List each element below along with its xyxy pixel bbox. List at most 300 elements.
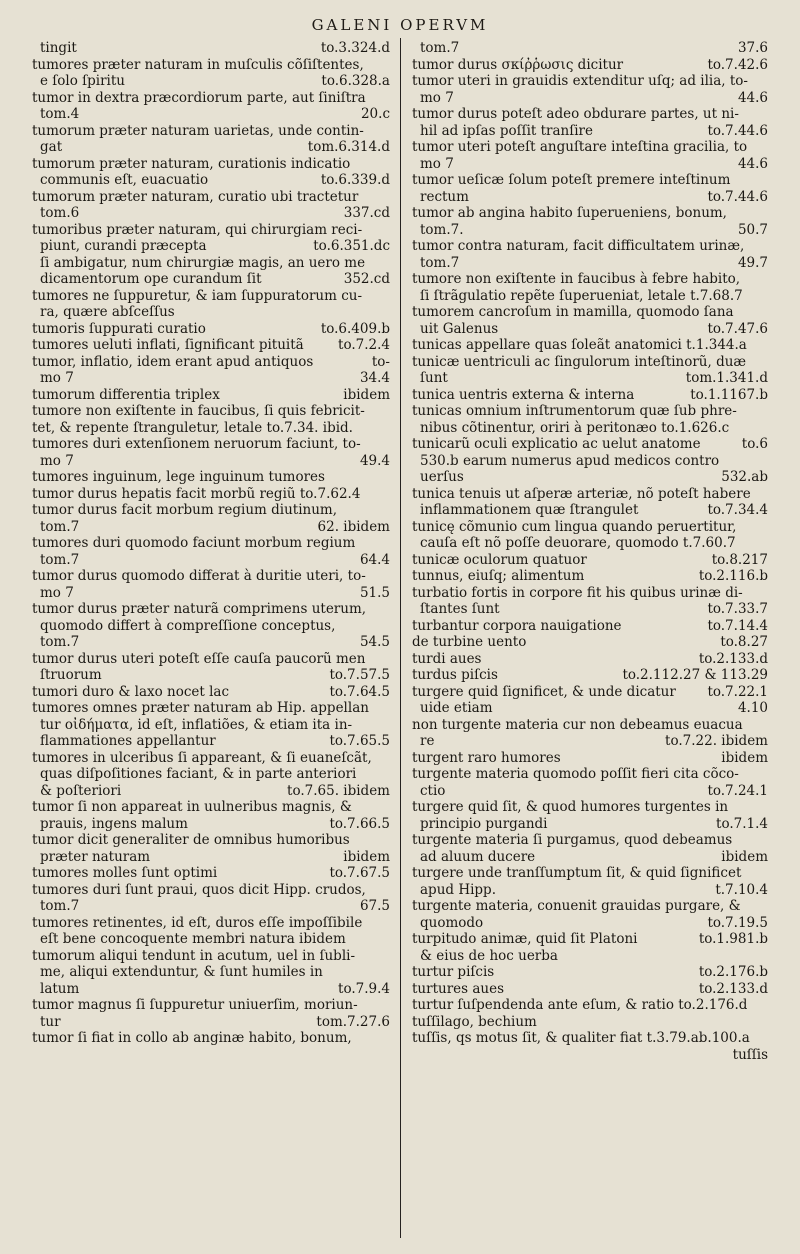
entry-text: tunicas appellare quas ſoleãt anatomici t.1.344.a	[412, 337, 747, 353]
entry-reference: 67.5	[359, 898, 390, 914]
index-entry-line	[412, 849, 768, 866]
entry-text: apud Hipp.	[420, 881, 496, 898]
entry-text: tom.7	[40, 551, 80, 568]
entry-reference: to.7.65.5	[329, 733, 390, 749]
entry-text: turtur ſuſpendenda ante eſum, & ratio to.2.176.d	[412, 997, 748, 1013]
entry-reference: to.2.133.d	[698, 980, 768, 997]
entry-text: tumor in dextra præcordiorum parte, aut ſiniſtra	[32, 89, 366, 106]
entry-reference: to.2.133.d	[698, 650, 768, 667]
index-entry-line	[412, 139, 768, 156]
index-entry-line	[32, 898, 390, 915]
index-entry-line	[412, 403, 768, 420]
entry-reference: to.1.1167.b	[690, 386, 768, 403]
index-entry-line	[412, 486, 768, 503]
index-entry-line	[412, 304, 768, 321]
index-entry-line	[32, 865, 390, 882]
index-entry-line	[412, 1014, 768, 1031]
entry-text: tumor dicit generaliter de omnibus humoribus	[32, 832, 350, 848]
index-entry-line	[32, 783, 390, 800]
entry-reference: 64.4	[359, 551, 390, 568]
index-entry-line	[32, 304, 390, 321]
entry-text: & poſteriori	[40, 782, 122, 799]
index-entry-line	[32, 453, 390, 470]
entry-reference: to.2.116.b	[698, 568, 768, 584]
entry-reference: 62. ibidem	[317, 518, 390, 535]
entry-text: eſt bene concoquente membri natura ibidem	[40, 931, 346, 947]
index-entry-line	[32, 997, 390, 1014]
entry-reference: tom.1.341.d	[685, 370, 768, 386]
entry-text: turbatio fortis in corpore fit his quibus urinæ di-	[412, 584, 743, 601]
index-entry-line	[32, 651, 390, 668]
entry-text: tumorum aliqui tendunt in acutum, uel in ſubli-	[32, 947, 356, 964]
index-entry-line	[412, 106, 768, 123]
entry-text: turgent raro humores	[412, 749, 561, 766]
entry-text: tom.7	[40, 518, 80, 535]
index-entry-line	[32, 519, 390, 536]
entry-text: tumor ſi fiat in collo ab anginæ habito, bonum,	[32, 1030, 352, 1046]
index-entry-line	[412, 997, 768, 1014]
index-entry-line	[412, 156, 768, 173]
index-entry-line	[412, 948, 768, 965]
entry-text: tumores retinentes, id eſt, duros eſſe impoſſibile	[32, 914, 363, 931]
entry-text: mo 7	[40, 370, 74, 386]
entry-text: turtur piſcis	[412, 964, 495, 980]
index-entry-line	[412, 733, 768, 750]
index-entry-line	[32, 915, 390, 932]
entry-text: dicamentorum ope curandum ſit	[40, 271, 262, 287]
entry-reference: 50.7	[737, 221, 768, 238]
entry-reference: tom.6.314.d	[307, 139, 390, 155]
index-entry-line	[412, 601, 768, 618]
index-entry-line	[412, 700, 768, 717]
index-entry-line	[412, 552, 768, 569]
entry-reference: to.7.57.5	[329, 667, 390, 683]
entry-text: tumor ueſicæ ſolum poteſt premere inteſtinum	[412, 172, 731, 188]
entry-text: turdus piſcis	[412, 667, 498, 683]
entry-text: tumorum præter naturam uarietas, unde contin-	[32, 122, 364, 139]
entry-text: re	[420, 733, 435, 749]
index-entry-line	[412, 73, 768, 90]
entry-reference: ibidem	[721, 749, 768, 766]
index-entry-line	[32, 238, 390, 255]
running-header: GALENI OPERVM	[311, 16, 489, 34]
entry-reference: to.7.14.4	[707, 617, 768, 634]
entry-reference: to.1.981.b	[698, 931, 768, 947]
entry-text: ſtruorum	[40, 667, 102, 683]
entry-text: ſunt	[420, 370, 448, 386]
entry-text: mo 7	[40, 452, 74, 469]
entry-text: gat	[40, 139, 63, 155]
index-entry-line	[32, 618, 390, 635]
index-entry-line	[32, 271, 390, 288]
entry-text: tumor durus σκίῤῥωσις dicitur	[412, 56, 624, 73]
entry-reference: tom.7.27.6	[316, 1013, 390, 1030]
entry-reference: to.8.217	[711, 551, 768, 568]
entry-text: turtures aues	[412, 980, 505, 997]
entry-reference: 532.ab	[721, 469, 768, 485]
entry-text: tumor durus hepatis facit morbũ regiũ to.7.62.4	[32, 485, 361, 502]
entry-reference: to.3.324.d	[320, 40, 390, 56]
entry-text: turpitudo animæ, quid ſit Platoni	[412, 931, 638, 947]
entry-reference: to.7.24.1	[707, 782, 768, 799]
index-entry-line	[32, 156, 390, 173]
entry-text: tumoris ſuppurati curatio	[32, 320, 206, 337]
index-entry-line	[32, 568, 390, 585]
entry-text: tumor durus quomodo differat à duritie uteri, to-	[32, 568, 366, 584]
entry-text: tumorum præter naturam, curatio ubi tractetur	[32, 188, 359, 205]
entry-text: mo 7	[420, 155, 454, 172]
index-entry-line	[32, 981, 390, 998]
entry-reference: to.7.44.6	[707, 122, 768, 139]
index-entry-line	[32, 189, 390, 206]
entry-reference: ibidem	[343, 386, 390, 403]
entry-text: piunt, curandi præcepta	[40, 238, 207, 254]
index-entry-line	[32, 931, 390, 948]
entry-text: quas diſpoſitiones faciant, & in parte anteriori	[40, 766, 357, 782]
entry-text: tumor uteri poteſt anguſtare inteſtina gracilia, to	[412, 139, 748, 155]
entry-text: rectum	[420, 188, 469, 205]
index-entry-line	[32, 354, 390, 371]
index-entry-line	[412, 57, 768, 74]
index-entry-line	[412, 205, 768, 222]
index-entry-line	[32, 106, 390, 123]
index-column-left	[32, 40, 390, 1047]
index-entry-line	[32, 552, 390, 569]
entry-reference: to.6	[741, 436, 768, 452]
index-entry-line	[412, 568, 768, 585]
entry-text: tumor contra naturam, facit difficultatem urinæ,	[412, 238, 745, 254]
entry-text: tumores ueluti inflati, ſignificant pituitã	[32, 337, 304, 353]
index-entry-line	[412, 238, 768, 255]
entry-text: tumores duri ſunt praui, quos dicit Hipp. crudos,	[32, 881, 366, 898]
index-entry-line	[412, 964, 768, 981]
entry-reference: 352.cd	[343, 271, 390, 287]
entry-reference: 337.cd	[343, 205, 390, 221]
entry-text: tumor durus præter naturã comprimens uterum,	[32, 601, 367, 617]
entry-text: tumor uteri in grauidis extenditur uſq; ad ilia, to-	[412, 73, 748, 89]
entry-text: tuſſis, qs motus ſit, & qualiter fiat t.3.79.ab.100.a	[412, 1030, 750, 1046]
index-entry-line	[32, 964, 390, 981]
entry-reference: to.6.339.d	[320, 172, 390, 188]
entry-text: tom.7	[420, 40, 460, 56]
index-entry-line	[412, 90, 768, 107]
entry-text: tom.7	[420, 254, 460, 271]
index-entry-line	[412, 865, 768, 882]
entry-text: & eius de hoc uerba	[420, 947, 558, 964]
entry-text: turgente materia quomodo poſſit fieri cita cõco-	[412, 766, 739, 782]
entry-text: tumoribus præter naturam, qui chirurgiam reci-	[32, 221, 363, 238]
entry-text: tunica uentris externa & interna	[412, 386, 635, 403]
entry-text: non turgente materia cur non debeamus euacua	[412, 716, 743, 733]
entry-text: turgente materia ſi purgamus, quod debeamus	[412, 832, 733, 848]
index-entry-line	[32, 57, 390, 74]
index-entry-line	[32, 799, 390, 816]
index-entry-line	[32, 1030, 390, 1047]
entry-reference: 20.c	[360, 106, 390, 122]
index-entry-line	[32, 502, 390, 519]
entry-reference: 37.6	[737, 40, 768, 56]
entry-reference: to.6.351.dc	[313, 238, 390, 254]
entry-text: tunicæ uentriculi ac ſingulorum inteſtinorũ, duæ	[412, 353, 747, 370]
entry-text: turgere quid ſit, & quod humores turgentes in	[412, 799, 729, 815]
entry-reference: to.6.328.a	[321, 73, 390, 89]
entry-text: tumores ne ſuppuretur, & iam ſuppuratorum cu-	[32, 287, 363, 304]
index-entry-line	[32, 667, 390, 684]
index-entry-line	[32, 634, 390, 651]
entry-text: nibus cõtinentur, oriri à peritonæo to.1.626.c	[420, 419, 730, 436]
index-entry-line	[412, 354, 768, 371]
entry-text: tunicæ oculorum quatuor	[412, 551, 587, 568]
index-entry-line	[412, 717, 768, 734]
entry-text: tur οἰδήματα, id eſt, inflatiões, & etiam ita in-	[40, 716, 353, 733]
index-entry-line	[412, 337, 768, 354]
entry-reference: to.7.9.4	[338, 980, 390, 997]
entry-reference: to.7.22.1	[707, 683, 768, 700]
entry-text: ad aluum ducere	[420, 848, 536, 865]
index-entry-line	[32, 420, 390, 437]
index-entry-line	[32, 700, 390, 717]
entry-text: hil ad ipſas poſſit tranſire	[420, 122, 594, 139]
entry-reference: to.6.409.b	[320, 320, 390, 337]
entry-reference: to.8.27	[720, 634, 768, 650]
index-entry-line	[412, 783, 768, 800]
index-entry-line	[412, 288, 768, 305]
index-entry-line	[32, 90, 390, 107]
entry-text: turgere quid ſignificet, & unde dicatur	[412, 683, 676, 700]
entry-text: tumor durus poteſt adeo obdurare partes, ut ni-	[412, 106, 739, 122]
entry-reference: 34.4	[359, 370, 390, 386]
entry-text: tumores duri extenſionem neruorum faciunt, to-	[32, 436, 361, 452]
index-entry-line	[32, 222, 390, 239]
index-entry-line	[412, 981, 768, 998]
entry-reference: to.7.1.4	[716, 815, 768, 832]
entry-reference: tuſſis	[732, 1046, 768, 1063]
index-entry-line	[412, 915, 768, 932]
entry-text: quomodo	[420, 914, 484, 931]
index-entry-line	[32, 288, 390, 305]
entry-text: ſi ſtrãgulatio repẽte ſuperueniat, letale t.7.68.7	[420, 287, 743, 304]
index-entry-line	[412, 585, 768, 602]
index-entry-line	[32, 535, 390, 552]
entry-text: latum	[40, 980, 80, 997]
entry-reference: to.7.67.5	[329, 865, 390, 881]
entry-text: tunnus, eiuſq; alimentum	[412, 568, 585, 584]
entry-text: prauis, ingens malum	[40, 815, 188, 832]
entry-text: ctio	[420, 782, 446, 799]
index-entry-line	[412, 321, 768, 338]
index-entry-line	[32, 684, 390, 701]
entry-reference: 49.7	[737, 254, 768, 271]
index-entry-line	[412, 667, 768, 684]
index-entry-line	[32, 205, 390, 222]
entry-reference: 44.6	[737, 89, 768, 106]
entry-text: inflammationem quæ ſtrangulet	[420, 502, 639, 518]
entry-text: tumores molles ſunt optimi	[32, 865, 218, 881]
index-entry-line	[32, 733, 390, 750]
index-column-right	[412, 40, 768, 1063]
index-entry-line	[32, 436, 390, 453]
index-entry-line	[32, 337, 390, 354]
entry-reference: 49.4	[359, 452, 390, 469]
entry-text: tom.7	[40, 898, 80, 914]
index-entry-line	[412, 189, 768, 206]
index-entry-line	[32, 469, 390, 486]
entry-text: me, aliqui extenduntur, & ſunt humiles in	[40, 964, 323, 980]
entry-text: de turbine uento	[412, 634, 527, 650]
entry-reference: to.7.42.6	[707, 56, 768, 73]
entry-reference: to.7.44.6	[707, 188, 768, 205]
index-entry-line	[32, 73, 390, 90]
index-entry-line	[412, 40, 768, 57]
entry-text: tunicę cõmunio cum lingua quando peruertitur,	[412, 518, 737, 535]
entry-text: ſi ambigatur, num chirurgiæ magis, an uero me	[40, 254, 366, 271]
entry-text: tur	[40, 1013, 61, 1030]
entry-text: tumores duri quomodo faciunt morbum regium	[32, 535, 356, 551]
index-entry-line	[32, 403, 390, 420]
entry-reference: to.7.19.5	[707, 914, 768, 931]
index-entry-line	[32, 849, 390, 866]
entry-text: communis eſt, euacuatio	[40, 172, 209, 188]
entry-text: 530.b earum numerus apud medicos contro	[420, 452, 720, 469]
entry-reference: to.7.66.5	[329, 815, 390, 832]
entry-text: turgere unde tranſſumptum ſit, & quid ſignificet	[412, 865, 742, 881]
index-entry-line	[412, 255, 768, 272]
column-divider	[400, 38, 401, 1238]
index-entry-line	[32, 321, 390, 338]
entry-reference: to.7.64.5	[329, 683, 390, 700]
index-entry-line	[412, 469, 768, 486]
index-entry-line	[412, 898, 768, 915]
entry-text: turdi aues	[412, 650, 482, 667]
entry-text: tumor magnus ſi ſuppuretur uniuerſim, moriun-	[32, 997, 358, 1013]
entry-text: ra, quære abſceſſus	[40, 304, 175, 320]
entry-text: principio purgandi	[420, 815, 548, 832]
entry-text: tom.7.	[420, 221, 464, 238]
index-entry-line	[412, 535, 768, 552]
index-entry-line	[412, 172, 768, 189]
index-entry-line	[32, 766, 390, 783]
entry-reference: to.2.112.27 & 113.29	[622, 667, 768, 683]
index-entry-line	[412, 502, 768, 519]
entry-reference: to.7.33.7	[707, 601, 768, 617]
index-entry-line	[412, 370, 768, 387]
entry-text: turbantur corpora nauigatione	[412, 617, 622, 634]
entry-text: e ſolo ſpiritu	[40, 73, 125, 89]
index-entry-line	[32, 123, 390, 140]
entry-text: tumore non exiſtente in faucibus, ſi quis febricit-	[32, 403, 365, 419]
entry-text: quomodo differt à compreſſione conceptus,	[40, 617, 336, 634]
index-entry-line	[412, 684, 768, 701]
index-entry-line	[412, 420, 768, 437]
entry-text: tumori duro & laxo nocet lac	[32, 683, 230, 700]
entry-text: tumor, inflatio, idem erant apud antiquos	[32, 353, 314, 370]
index-entry-line	[32, 40, 390, 57]
entry-text: tom.6	[40, 205, 80, 221]
entry-text: tumore non exiſtente in faucibus à febre habito,	[412, 271, 741, 287]
entry-text: tunica tenuis ut aſperæ arteriæ, nõ poteſt habere	[412, 485, 751, 502]
index-entry-line	[32, 832, 390, 849]
entry-text: tumores omnes præter naturam ab Hip. appellan	[32, 700, 369, 716]
index-entry-line	[32, 172, 390, 189]
entry-text: præter naturam	[40, 848, 151, 865]
index-entry-line	[32, 1014, 390, 1031]
entry-text: tumor ſi non appareat in uulneribus magnis, &	[32, 799, 352, 815]
entry-text: tumor ab angina habito ſuperueniens, bonum,	[412, 205, 727, 221]
index-entry-line	[32, 139, 390, 156]
entry-reference: 4.10	[737, 700, 768, 716]
index-entry-line	[412, 123, 768, 140]
entry-reference: 51.5	[359, 584, 390, 601]
index-entry-line	[412, 750, 768, 767]
index-entry-line	[32, 882, 390, 899]
index-entry-line	[412, 799, 768, 816]
entry-reference: to.7.34.4	[707, 502, 768, 518]
index-entry-line	[412, 453, 768, 470]
entry-text: tom.7	[40, 634, 80, 650]
index-entry-line	[32, 255, 390, 272]
entry-text: turgente materia, conuenit grauidas purgare, &	[412, 898, 741, 914]
index-entry-line	[412, 387, 768, 404]
index-entry-line	[412, 816, 768, 833]
entry-text: mo 7	[420, 89, 454, 106]
index-entry-line	[32, 585, 390, 602]
entry-text: tumorem cancroſum in mamilla, quomodo ſana	[412, 304, 734, 320]
index-entry-line	[412, 634, 768, 651]
entry-text: mo 7	[40, 584, 74, 601]
entry-text: tunicas omnium inſtrumentorum quæ ſub phre-	[412, 403, 737, 419]
entry-reference: to.7.65. ibidem	[287, 782, 390, 799]
entry-text: tumorum differentia triplex	[32, 386, 220, 403]
index-entry-line	[412, 1030, 768, 1047]
index-entry-line	[412, 651, 768, 668]
index-entry-line	[412, 1047, 768, 1064]
index-entry-line	[412, 618, 768, 635]
entry-text: tumores in ulceribus ſi appareant, & ſi euaneſcãt,	[32, 749, 372, 766]
entry-text: tumores inguinum, lege inguinum tumores	[32, 469, 325, 485]
entry-text: ſtantes ſunt	[420, 601, 500, 617]
index-entry-line	[32, 816, 390, 833]
entry-reference: ibidem	[343, 848, 390, 865]
entry-reference: 44.6	[737, 155, 768, 172]
index-entry-line	[32, 717, 390, 734]
index-entry-line	[412, 271, 768, 288]
entry-text: tumor durus uteri poteſt eſſe cauſa paucorũ men	[32, 650, 366, 667]
entry-reference: to-	[371, 353, 390, 370]
index-entry-line	[32, 948, 390, 965]
entry-text: uide etiam	[420, 700, 493, 716]
index-entry-line	[32, 486, 390, 503]
index-entry-line	[412, 882, 768, 899]
entry-text: tingit	[40, 40, 77, 56]
entry-text: tuſſilago, bechium	[412, 1013, 537, 1030]
entry-text: tumores præter naturam in muſculis cõſiſtentes,	[32, 56, 364, 73]
entry-text: tumorum præter naturam, curationis indicatio	[32, 155, 351, 172]
entry-text: tumor durus facit morbum regium diutinum,	[32, 502, 338, 518]
index-entry-line	[412, 931, 768, 948]
entry-reference: to.7.22. ibidem	[665, 733, 768, 749]
entry-reference: to.2.176.b	[698, 964, 768, 980]
entry-text: tet, & repente ſtranguletur, letale to.7.34. ibid.	[32, 419, 353, 436]
entry-reference: ibidem	[721, 848, 768, 865]
index-entry-line	[412, 766, 768, 783]
entry-text: uit Galenus	[420, 320, 499, 337]
entry-text: uerſus	[420, 469, 464, 485]
entry-text: cauſa eſt nõ poſſe deuorare, quomodo t.7.60.7	[420, 535, 736, 551]
entry-text: tunicarũ oculi explicatio ac uelut anatome	[412, 436, 701, 452]
index-entry-line	[412, 832, 768, 849]
entry-text: flammationes appellantur	[40, 733, 216, 749]
entry-reference: to.7.47.6	[707, 320, 768, 337]
